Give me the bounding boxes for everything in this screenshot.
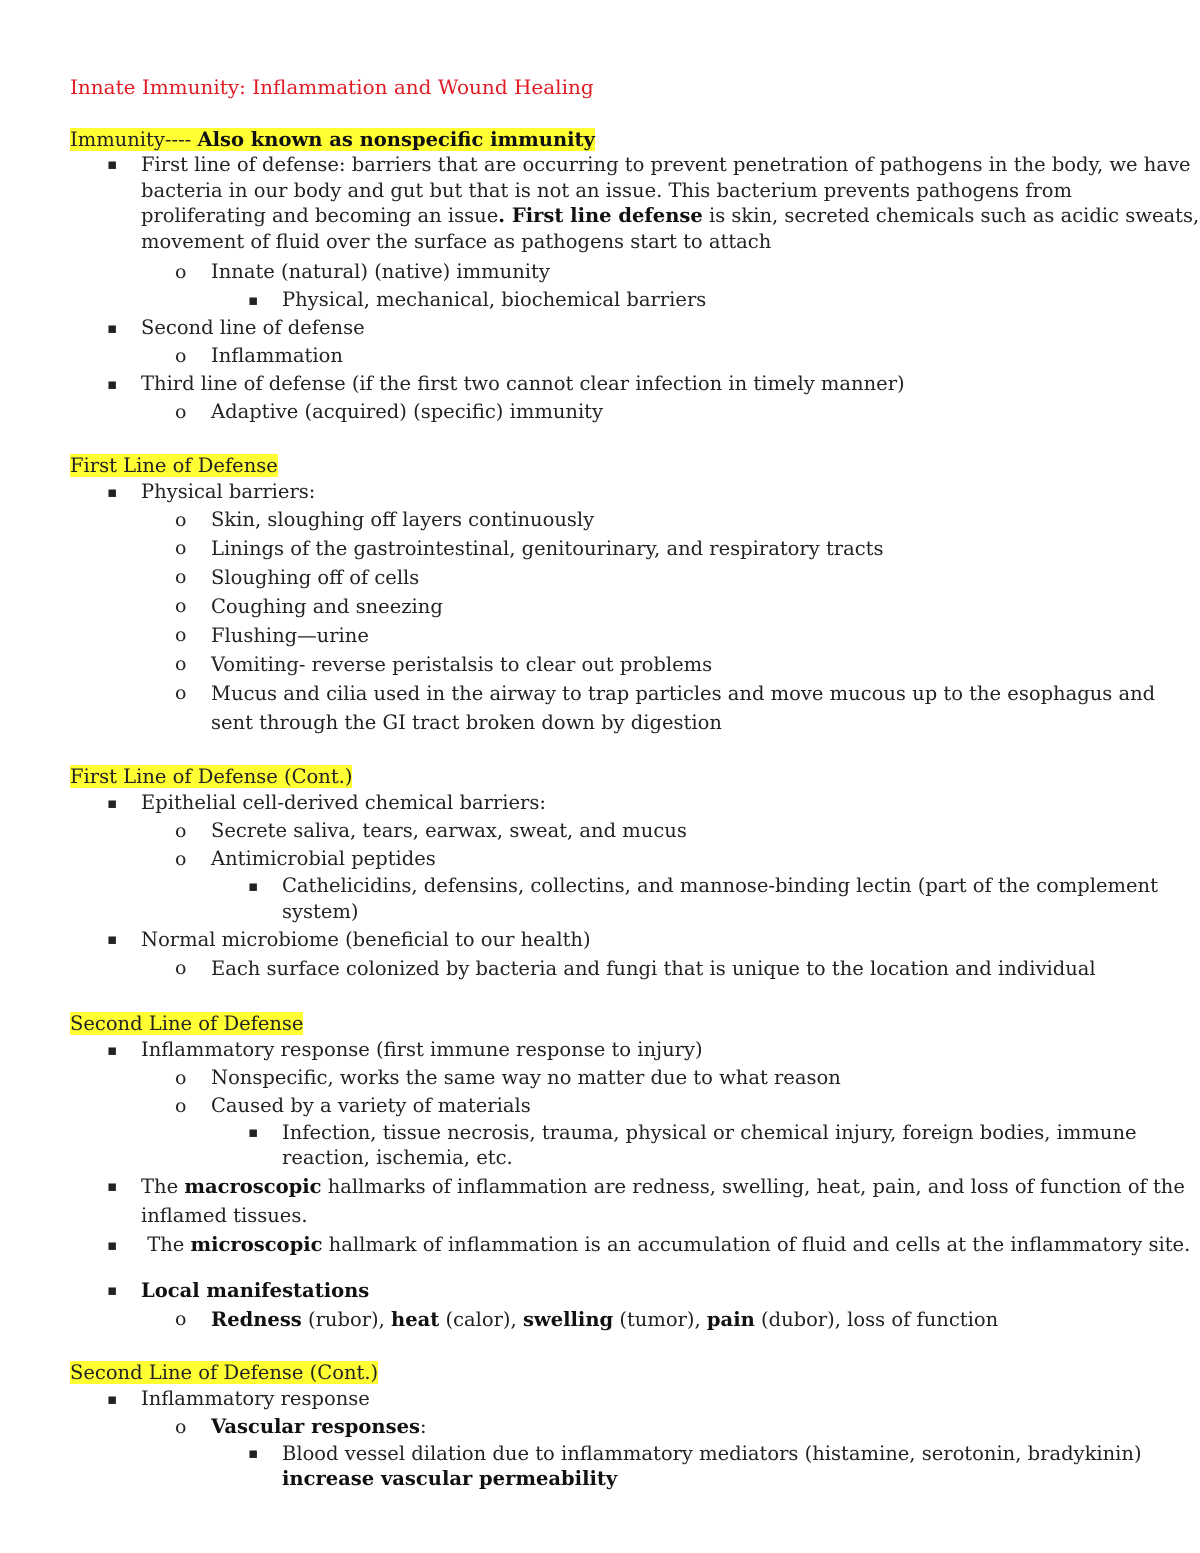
section-heading: First Line of Defense (Cont.) [70,765,353,788]
circle-bullet-icon: o [175,820,187,842]
circle-bullet-icon: o [175,261,187,283]
list-item: o Coughing and sneezing [211,592,1200,621]
list-item: o Secrete saliva, tears, earwax, sweat, and mucus [211,817,1200,845]
list-item: ▪ Normal microbiome (beneficial to our health) [141,925,1200,954]
section-first-line-of-defense [70,454,1200,737]
list-item: ▪ The microscopic hallmark of inflammation is an accumulation of fluid and cells at the inflammatory site. [141,1230,1200,1276]
circle-bullet-icon: o [175,345,187,367]
square-bullet-icon: ▪ [107,483,118,501]
heading-emphasis: Also known as nonspecific immunity [197,128,595,151]
square-bullet-icon: ▪ [248,1444,259,1462]
square-bullet-icon: ▪ [107,1041,118,1059]
circle-bullet-icon: o [175,566,187,588]
list-item: ▪ Third line of defense (if the first two cannot clear infection in timely manner) [141,370,1200,398]
square-bullet-icon: ▪ [107,375,118,393]
circle-bullet-icon: o [175,1308,187,1330]
circle-bullet-icon: o [175,848,187,870]
circle-bullet-icon: o [175,509,187,531]
square-bullet-icon: ▪ [107,930,118,948]
section-second-line-of-defense [70,1012,1200,1334]
square-bullet-icon: ▪ [248,1123,259,1141]
circle-bullet-icon: o [175,682,187,704]
square-bullet-icon: ▪ [248,291,259,309]
section-second-line-of-defense-cont [70,1361,1200,1493]
circle-bullet-icon: o [175,595,187,617]
section-heading: Second Line of Defense [70,1012,304,1035]
section-heading: Second Line of Defense (Cont.) [70,1361,379,1384]
list-item: o Antimicrobial peptides [211,845,1200,873]
section-first-line-of-defense-cont [70,765,1200,983]
square-bullet-icon: ▪ [107,1236,118,1254]
list-item: o Adaptive (acquired) (specific) immunity [211,398,1200,426]
document-title: Innate Immunity: Inflammation and Wound Healing [70,75,594,99]
list-item: ▪ Local manifestations [141,1276,1200,1305]
circle-bullet-icon: o [175,624,187,646]
list-item: ▪ Inflammatory response (first immune response to injury) [141,1036,1200,1064]
list-item: o Inflammation [211,342,1200,370]
heading-label: Immunity---- [70,128,198,151]
list-item: o Redness (rubor), heat (calor), swelling (tumor), pain (dubor), loss of function [211,1305,1200,1334]
square-bullet-icon: ▪ [107,155,118,173]
square-bullet-icon: ▪ [107,1281,118,1299]
circle-bullet-icon: o [175,1095,187,1117]
circle-bullet-icon: o [175,401,187,423]
list-item: ▪ Epithelial cell-derived chemical barriers: [141,789,1200,817]
list-item: o Vomiting- reverse peristalsis to clear out problems [211,650,1200,679]
list-item: ▪ Cathelicidins, defensins, collectins, and mannose-binding lectin (part of the complement system) [248,874,1158,923]
square-bullet-icon: ▪ [248,877,259,895]
list-item: ▪ The macroscopic hallmarks of inflammation are redness, swelling, heat, pain, and loss of function of the inflamed tissues. [141,1172,1200,1230]
list-item: o Flushing—urine [211,621,1200,650]
list-item: o Each surface colonized by bacteria and fungi that is unique to the location and individual [211,954,1200,983]
list-item: o Sloughing off of cells [211,563,1200,592]
list-item: ▪ First line of defense: barriers that are occurring to prevent penetration of pathogens in the body, we have bacteria in our body and gut but that is not an issue. This bacterium prevents pathogens from proliferating and becoming an issue. First line defense is skin, secreted chemicals such as acidic sweats, movement of fluid over the surface as pathogens start to attach [107,153,1200,253]
list-item: ▪ Second line of defense [141,314,1200,342]
list-item: o Mucus and cilia used in the airway to trap particles and move mucous up to the esophagus and sent through the GI tract broken down by digestion [211,679,1200,737]
list-item: ▪ Infection, tissue necrosis, trauma, physical or chemical injury, foreign bodies, immune reaction, ischemia, etc. [248,1121,1137,1169]
list-item: o Vascular responses: [211,1413,1200,1441]
list-item: o Nonspecific, works the same way no matter due to what reason [211,1064,1200,1092]
list-item: o Caused by a variety of materials [211,1092,1200,1120]
list-item: o Innate (natural) (native) immunity [211,258,1200,286]
square-bullet-icon: ▪ [107,1390,118,1408]
section-heading: First Line of Defense [70,454,278,477]
circle-bullet-icon: o [175,653,187,675]
list-item: o Skin, sloughing off layers continuously [211,506,1200,534]
list-item: ▪ Physical barriers: [141,478,1200,506]
circle-bullet-icon: o [175,537,187,559]
section-heading [70,128,1200,152]
square-bullet-icon: ▪ [107,1177,118,1195]
circle-bullet-icon: o [175,1067,187,1089]
section-immunity [70,128,1200,426]
circle-bullet-icon: o [175,957,187,979]
square-bullet-icon: ▪ [107,794,118,812]
list-item: o Linings of the gastrointestinal, genitourinary, and respiratory tracts [211,534,1200,563]
list-item: ▪ Blood vessel dilation due to inflammatory mediators (histamine, serotonin, bradykinin) increase vascular permeability [248,1442,1142,1490]
list-item: ▪ Physical, mechanical, biochemical barriers [282,286,1192,314]
square-bullet-icon: ▪ [107,319,118,337]
circle-bullet-icon: o [175,1416,187,1438]
list-item: ▪ Inflammatory response [141,1385,1200,1413]
